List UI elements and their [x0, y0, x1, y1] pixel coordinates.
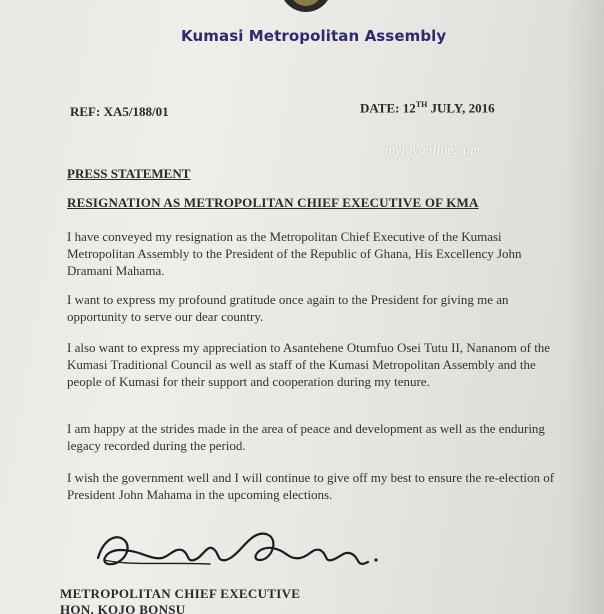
- paragraph-1: I have conveyed my resignation as the Metropolitan Chief Executive of the Kumasi Metropolitan Assembly to the President of the Republic of Ghana, His Excellency John Dramani Mahama.: [67, 229, 522, 278]
- signatory-name: HON. KOJO BONSU: [60, 602, 186, 614]
- handwritten-signature: [90, 520, 390, 582]
- date-superscript: TH: [415, 100, 428, 109]
- page-shadow: [564, 0, 604, 614]
- paragraph-2: I want to express my profound gratitude once again to the President for giving me an opportunity to serve our dear country.: [67, 292, 509, 324]
- source-watermark: myjoyonline.com: [385, 143, 481, 158]
- paragraph-4: I am happy at the strides made in the area of peace and development as well as the enduring legacy recorded during the period.: [67, 421, 545, 453]
- paragraph-3: I also want to express my appreciation to Asantehene Otumfuo Osei Tutu II, Nananom of the Kumasi Traditional Council as well as staff of the Kumasi Metropolitan Assembly and the people of Kumasi for their support and cooperation during my tenure.: [67, 340, 551, 389]
- date-prefix: DATE: 12: [360, 100, 416, 116]
- resignation-heading: RESIGNATION AS METROPOLITAN CHIEF EXECUTIVE OF KMA: [67, 195, 479, 210]
- organization-name: Kumasi Metropolitan Assembly: [181, 27, 447, 45]
- reference-number: REF: XA5/188/01: [70, 104, 169, 119]
- date-suffix: JULY, 2016: [427, 100, 495, 116]
- paragraph-5: I wish the government well and I will continue to give off my best to ensure the re-election of President John Mahama in the upcoming elections.: [67, 470, 555, 502]
- letter-date: [360, 100, 495, 116]
- press-statement-heading: PRESS STATEMENT: [67, 166, 191, 181]
- signatory-title: METROPOLITAN CHIEF EXECUTIVE: [60, 586, 301, 601]
